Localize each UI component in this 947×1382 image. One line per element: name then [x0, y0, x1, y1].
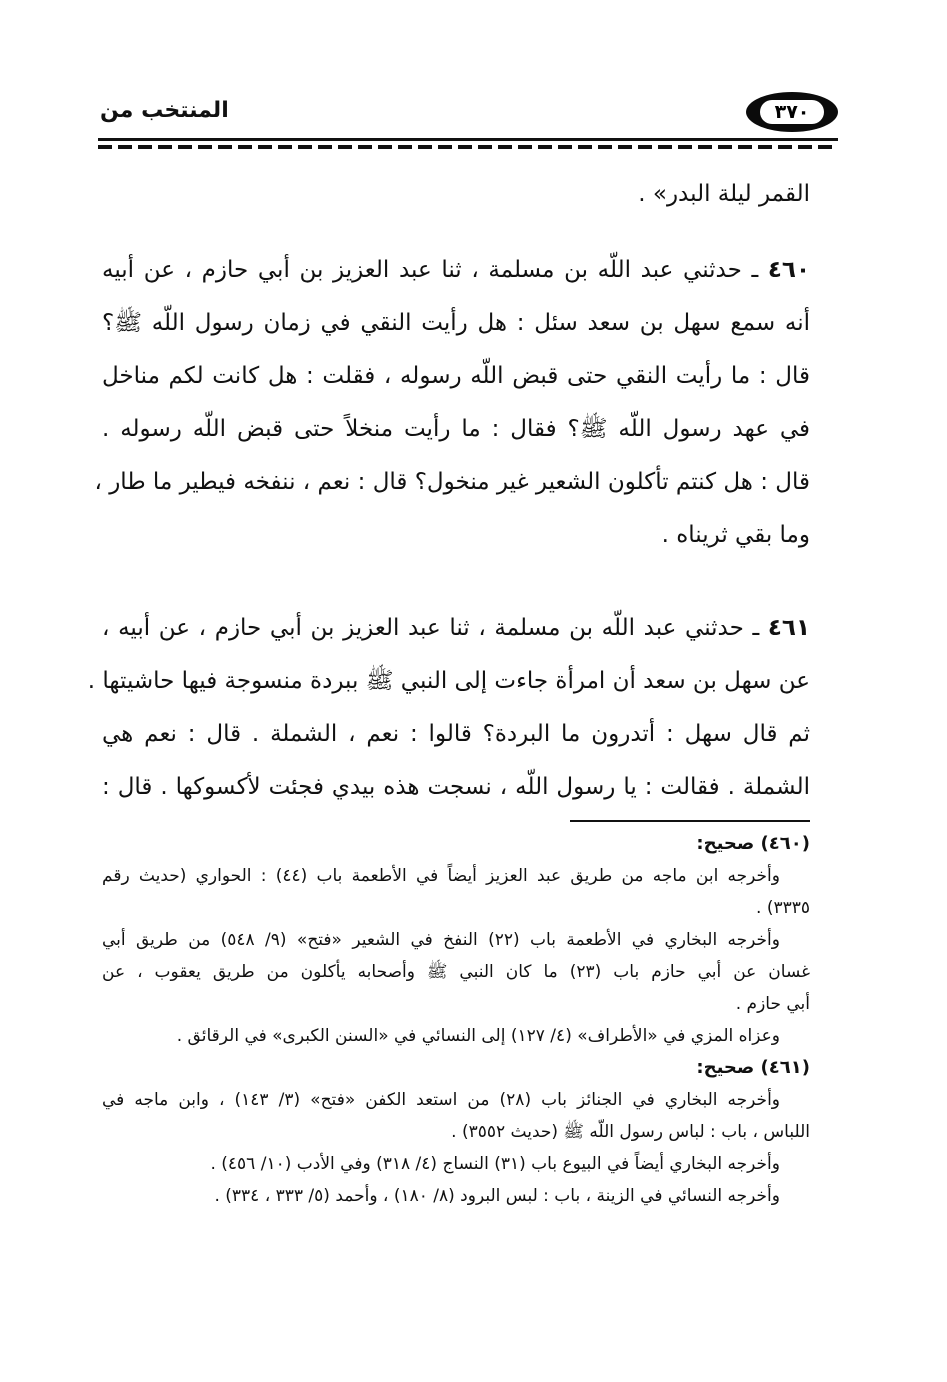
hadith-line: في عهد رسول اللّه ﷺ؟ فقال : ما رأيت منخلاً حتى قبض اللّه رسوله .	[102, 416, 810, 442]
header-rule	[98, 138, 838, 141]
footnote-line: وعزاه المزي في «الأطراف» (٤/ ١٢٧) إلى النسائي في «السنن الكبرى» في الرقائق .	[176, 1026, 780, 1046]
hadith-460	[94, 244, 811, 562]
hadith-line: ٤٦١ ـ حدثني عبد اللّه بن مسلمة ، ثنا عبد العزيز بن أبي حازم ، عن أبيه ،	[102, 615, 810, 641]
hadith-line: ٤٦٠ ـ حدثني عبد اللّه بن مسلمة ، ثنا عبد العزيز بن أبي حازم ، عن أبيه	[102, 257, 811, 283]
book-title: المنتخب من	[100, 98, 229, 123]
footnote-line: غسان عن أبي حازم باب (٢٣) ما كان النبي ﷺ وأصحابه يأكلون من طريق يعقوب ، عن	[102, 962, 810, 982]
continuation-line: القمر ليلة البدر» .	[638, 181, 810, 207]
hadith-line: أنه سمع سهل بن سعد سئل : هل رأيت النقي في زمان رسول اللّه ﷺ؟	[102, 310, 810, 336]
hadith-number: ٤٦٠	[767, 257, 811, 283]
hadith-line: قال : هل كنتم تأكلون الشعير غير منخول؟ قال : نعم ، ننفخه فيطير ما طار ،	[94, 469, 810, 495]
footnote-line: ٣٣٣٥) .	[756, 898, 810, 918]
hadith-number: ٤٦١	[767, 615, 810, 641]
page-header	[98, 92, 838, 152]
hadith-line: قال : ما رأيت النقي حتى قبض اللّه رسوله ، فقلت : هل كانت لكم مناخل	[102, 363, 810, 389]
hadith-line: ثم قال سهل : أتدرون ما البردة؟ قالوا : نعم ، الشملة . قال : نعم هي	[102, 721, 810, 747]
footnote-heading-461: (٤٦١) صحيح:	[696, 1057, 810, 1078]
footnote-line: وأخرجه البخاري في الجنائز باب (٢٨) من استعد الكفن «فتح» (٣/ ١٤٣) ، وابن ماجه في	[102, 1090, 780, 1110]
footnote-line: أبي حازم .	[735, 994, 810, 1014]
footnote-heading-460: (٤٦٠) صحيح:	[696, 833, 810, 854]
footnote-line: وأخرجه ابن ماجه من طريق عبد العزيز أيضاً في الأطعمة باب (٤٤) : الحواري (حديث رقم	[102, 866, 780, 886]
hadith-line: عن سهل بن سعد أن امرأة جاءت إلى النبي ﷺ ببردة منسوجة فيها حاشيتها .	[87, 668, 810, 694]
page-number: ٣٧٠	[774, 101, 810, 123]
footnote-line: اللباس ، باب : لباس رسول اللّه ﷺ (حديث ٣٥٥٢) .	[451, 1122, 810, 1142]
footnote-line: وأخرجه النسائي في الزينة ، باب : لبس البرود (٨/ ١٨٠) ، وأحمد (٥/ ٣٣٣ ، ٣٣٤) .	[214, 1186, 780, 1206]
footnote-separator	[570, 820, 810, 822]
footnote-line: وأخرجه البخاري في الأطعمة باب (٢٢) النفخ في الشعير «فتح» (٩/ ٥٤٨) من طريق أبي	[102, 930, 780, 950]
page-number-badge	[746, 92, 838, 132]
footnote-line: وأخرجه البخاري أيضاً في البيوع باب (٣١) النساج (٤/ ٣١٨) وفي الأدب (١٠/ ٤٥٦) .	[210, 1154, 780, 1174]
header-dashed-rule	[98, 145, 838, 149]
footnotes	[102, 828, 810, 1212]
hadith-line: الشملة . فقالت : يا رسول اللّه ، نسجت هذه بيدي فجئت لأكسوكها . قال :	[102, 774, 810, 800]
hadith-461	[87, 602, 810, 814]
hadith-line: وما بقي ثريناه .	[661, 522, 810, 548]
